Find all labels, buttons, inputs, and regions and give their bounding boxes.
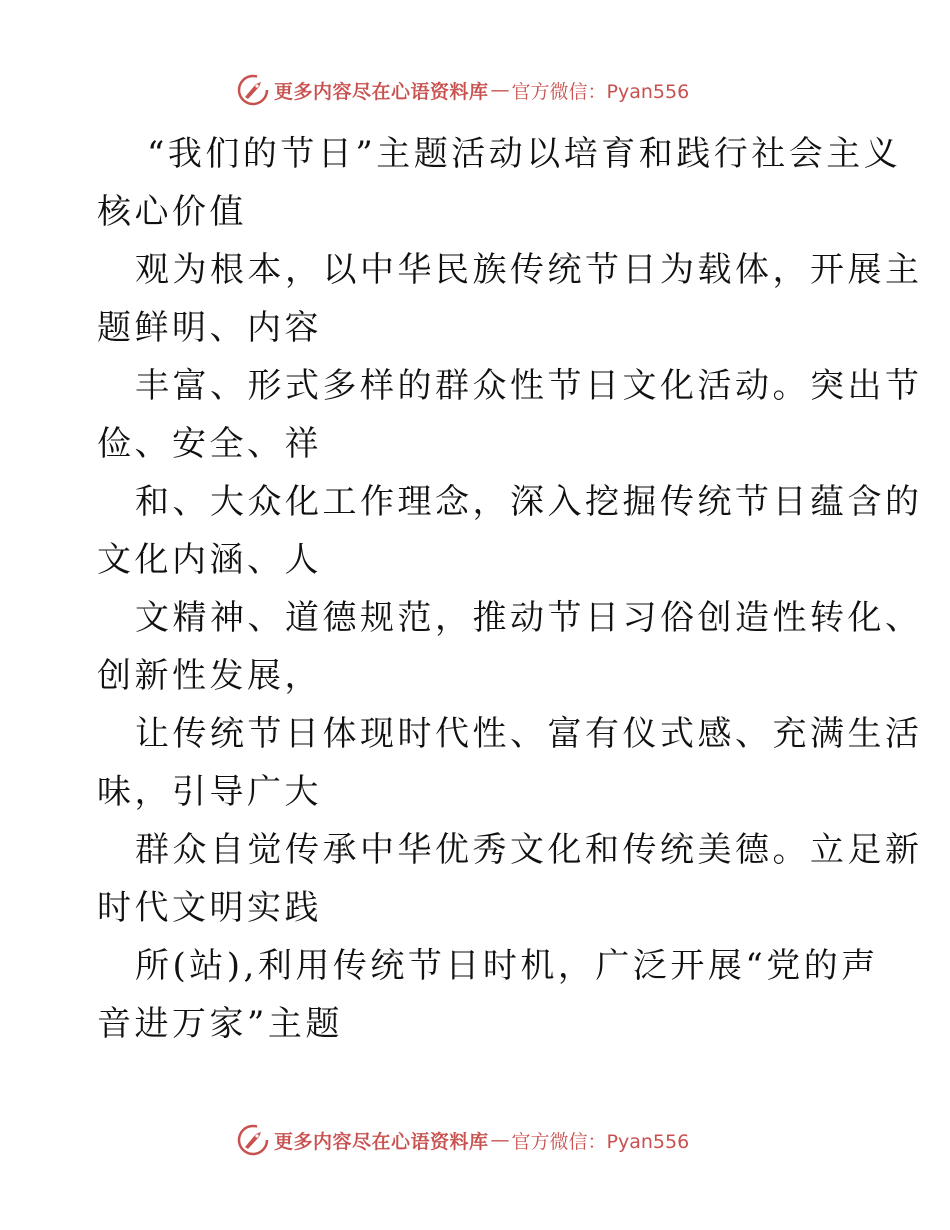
document-body	[97, 125, 923, 1053]
text-line: 群众自觉传承中华优秀文化和传统美德。立足新	[135, 830, 923, 870]
watermark-text: 更多内容尽在心语资料库	[274, 1130, 489, 1153]
text-line: 创新性发展，	[97, 656, 322, 696]
watermark-dash: —	[490, 79, 510, 101]
text-line: 文化内涵、人	[97, 540, 322, 580]
text-line: 丰富、形式多样的群众性节日文化活动。突出节	[135, 366, 923, 406]
text-line: 味，引导广大	[97, 772, 322, 812]
pen-nib-logo-icon	[236, 1123, 270, 1157]
text-line: 核心价值	[97, 192, 247, 232]
watermark-wechat: 官方微信：Pyan556	[511, 1130, 690, 1153]
text-line: 时代文明实践	[97, 888, 322, 928]
footer-watermark	[236, 1122, 689, 1158]
header-watermark	[236, 72, 689, 108]
watermark-text: 更多内容尽在心语资料库	[274, 80, 489, 103]
text-line: 观为根本，以中华民族传统节日为载体，开展主	[135, 250, 923, 290]
watermark-wechat: 官方微信：Pyan556	[511, 80, 690, 103]
text-line: 俭、安全、祥	[97, 424, 322, 464]
text-line: “我们的节日”主题活动以培育和践行社会主义	[147, 134, 902, 174]
text-line: 和、大众化工作理念，深入挖掘传统节日蕴含的	[135, 482, 923, 522]
text-line: 所(站),利用传统节日时机，广泛开展“党的声	[135, 946, 879, 986]
text-line: 让传统节日体现时代性、富有仪式感、充满生活	[135, 714, 923, 754]
text-line: 音进万家”主题	[97, 1004, 343, 1044]
text-line: 文精神、道德规范，推动节日习俗创造性转化、	[135, 598, 923, 638]
text-line: 题鲜明、内容	[97, 308, 322, 348]
pen-nib-logo-icon	[236, 73, 270, 107]
watermark-dash: —	[490, 1129, 510, 1151]
